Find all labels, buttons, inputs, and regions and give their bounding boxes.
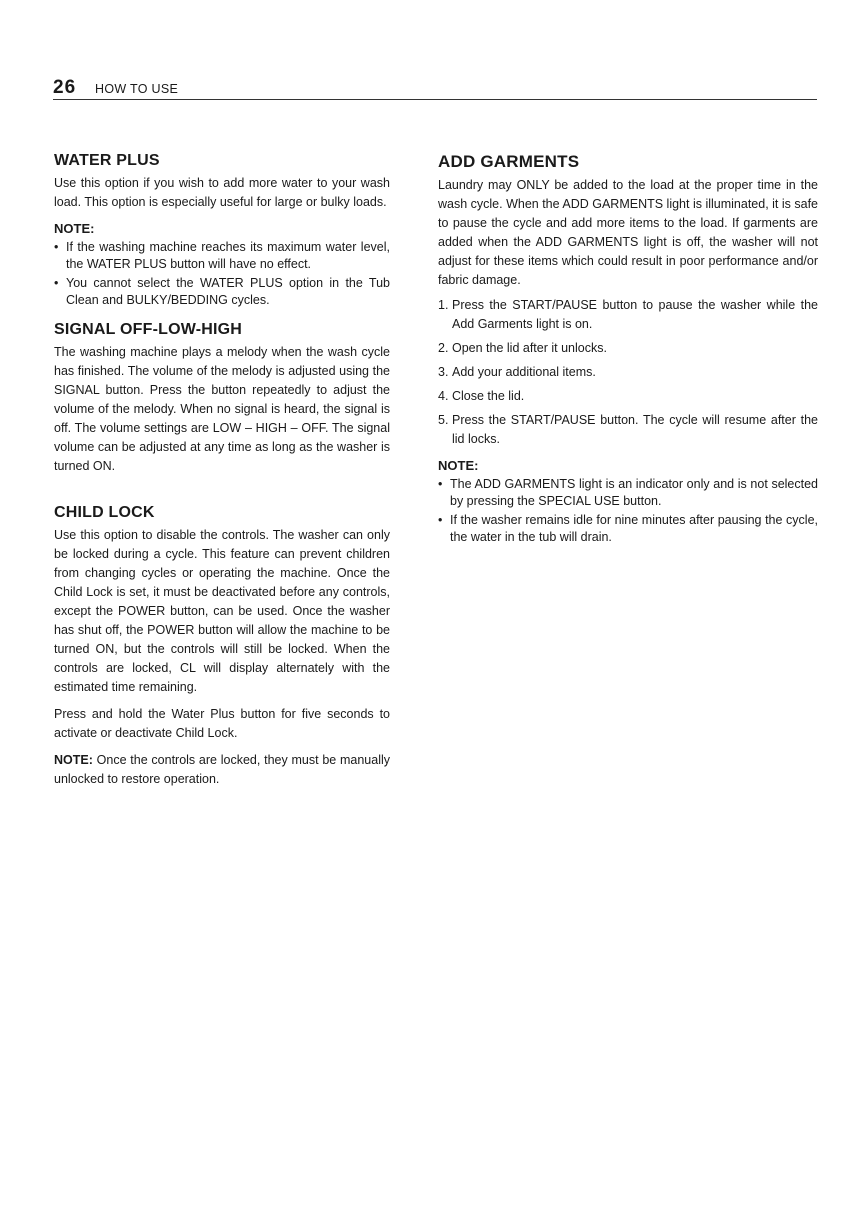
water-plus-note-label: NOTE: <box>54 221 95 236</box>
step-text: Press the START/PAUSE button. The cycle will resume after the lid locks. <box>452 413 818 446</box>
page-number: 26 <box>53 77 77 98</box>
add-garments-body: Laundry may ONLY be added to the load at the proper time in the wash cycle. When the ADD GARMENTS light is illuminated, it is safe to pause the cycle and add more items to the load. If garments are added when the ADD GARMENTS light is off, the washer will not adjust for these items which could result in poor performance and/or fabric damage. <box>438 178 818 287</box>
step-item <box>438 387 818 406</box>
step-number: 2. <box>438 341 449 355</box>
step-item <box>438 339 818 358</box>
add-garments-note-label: NOTE: <box>438 458 479 473</box>
signal-section <box>54 321 390 476</box>
step-text: Add your additional items. <box>452 365 596 379</box>
signal-title: SIGNAL OFF-LOW-HIGH <box>54 321 243 338</box>
child-lock-title: CHILD LOCK <box>54 504 155 521</box>
child-lock-note-label: NOTE: <box>54 753 93 767</box>
signal-body: The washing machine plays a melody when the wash cycle has finished. The volume of the melody is adjusted using the SIGNAL button. Press the button repeatedly to adjust the volume of the melody. When no signal is heard, the signal is off. The volume settings are LOW – HIGH – OFF. The signal volume can be adjusted at any time as long as the washer is turned ON. <box>54 345 390 473</box>
water-plus-title: WATER PLUS <box>54 152 160 169</box>
step-number: 1. <box>438 298 449 312</box>
step-item <box>438 411 818 449</box>
step-item <box>438 296 818 334</box>
step-number: 4. <box>438 389 449 403</box>
step-item <box>438 363 818 382</box>
add-garments-title: ADD GARMENTS <box>438 152 580 171</box>
child-lock-section <box>54 504 390 789</box>
note-item: • If the washing machine reaches its maximum water level, the WATER PLUS button will have no effect. <box>54 239 390 273</box>
water-plus-body: Use this option if you wish to add more water to your wash load. This option is especially useful for large or bulky loads. <box>54 176 390 209</box>
step-text: Close the lid. <box>452 389 525 403</box>
note-item: • The ADD GARMENTS light is an indicator only and is not selected by pressing the SPECIAL USE button. <box>438 476 818 510</box>
child-lock-note <box>54 751 390 789</box>
water-plus-section <box>54 152 390 309</box>
step-number: 5. <box>438 413 449 427</box>
left-column <box>54 152 390 789</box>
note-item: • If the washer remains idle for nine minutes after pausing the cycle, the water in the tub will drain. <box>438 512 818 546</box>
water-plus-notes <box>54 239 390 309</box>
note-item: • You cannot select the WATER PLUS option in the Tub Clean and BULKY/BEDDING cycles. <box>54 275 390 309</box>
add-garments-steps <box>438 296 818 449</box>
add-garments-notes <box>438 476 818 546</box>
child-lock-instruction: Press and hold the Water Plus button for five seconds to activate or deactivate Child Lock. <box>54 707 390 740</box>
section-name: HOW TO USE <box>95 82 179 96</box>
child-lock-note-text: Once the controls are locked, they must be manually unlocked to restore operation. <box>54 753 390 786</box>
step-number: 3. <box>438 365 449 379</box>
child-lock-body: Use this option to disable the controls. The washer can only be locked during a cycle. This feature can prevent children from changing cycles or operating the machine. Once the Child Lock is set, it must be deactivated before any controls, except the POWER button, can be used. Once the washer has shut off, the POWER button will allow the machine to be turned ON, but the controls will still be locked. When the controls are locked, CL will display alternately with the estimated time remaining. <box>54 528 390 694</box>
step-text: Press the START/PAUSE button to pause the washer while the Add Garments light is on. <box>452 298 818 331</box>
right-column <box>438 152 818 548</box>
step-text: Open the lid after it unlocks. <box>452 341 607 355</box>
add-garments-section <box>438 152 818 546</box>
page-header <box>53 77 817 100</box>
